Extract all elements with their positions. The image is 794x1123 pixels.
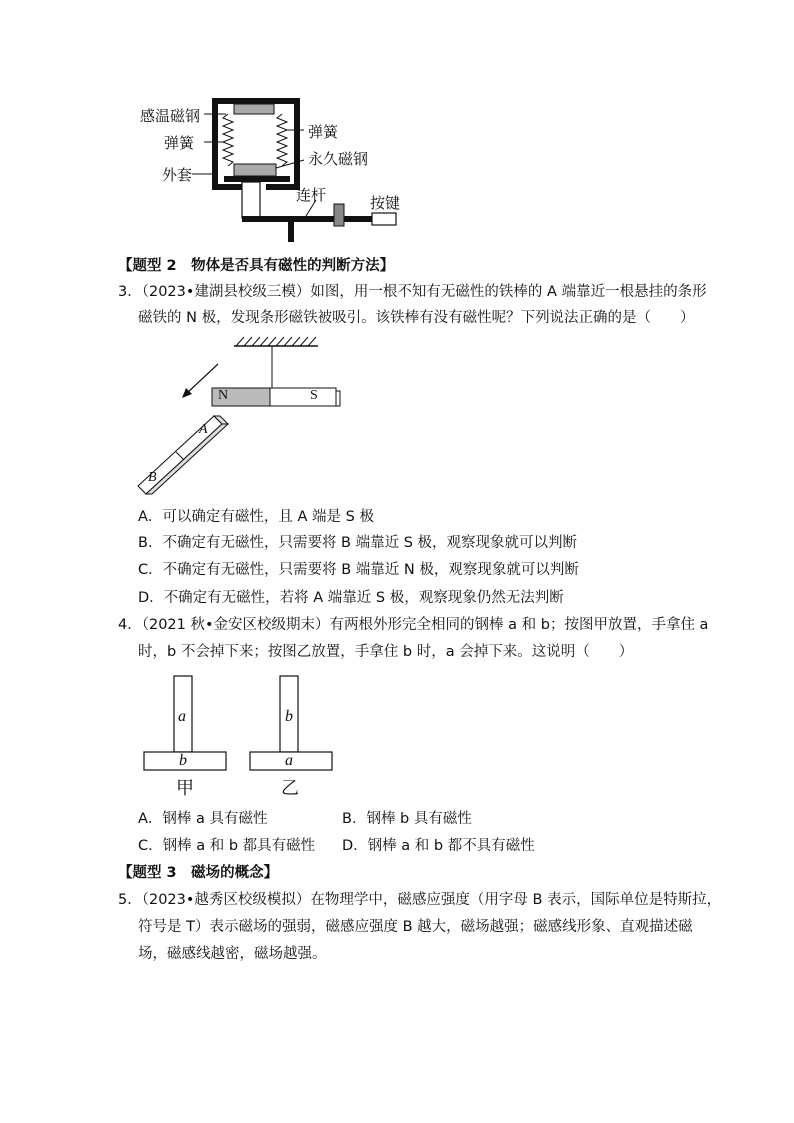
label-sleeve: 外套 — [162, 166, 193, 184]
label-spring-left: 弹簧 — [164, 134, 195, 152]
label-rod: 连杆 — [296, 186, 327, 204]
q4-line1: 4．（2021 秋•金安区校级期末）有两根外形完全相同的钢棒 a 和 b；按图甲放置，手拿住 a — [118, 617, 709, 633]
q4-yi-bottom-label: a — [285, 752, 293, 769]
q5-line3: 场，磁感线越密，磁场越强。 — [138, 946, 327, 962]
q4-jia-caption: 甲 — [176, 778, 194, 799]
q4-option-c: C．钢棒 a 和 b 都具有磁性 — [138, 838, 316, 854]
label-permanent-magnet: 永久磁钢 — [308, 150, 369, 168]
q4-jia-top-label: a — [178, 708, 186, 725]
q3-line1: 3．（2023•建湖县校级三模）如图，用一根不知有无磁性的铁棒的 A 端靠近一根悬挂的条形 — [118, 284, 707, 300]
q4-option-a: A．钢棒 a 具有磁性 — [138, 811, 268, 827]
section-title-3: 【题型 3 磁场的概念】 — [118, 865, 279, 881]
figure-q4-rods — [140, 672, 340, 802]
q3-pole-s: S — [310, 388, 318, 403]
label-spring-right: 弹簧 — [308, 123, 339, 141]
q3-option-a: A．可以确定有磁性，且 A 端是 S 极 — [138, 509, 374, 525]
label-thermo-magnet: 感温磁钢 — [140, 107, 201, 125]
q3-pole-n: N — [218, 388, 229, 403]
q3-magnet-diagram — [130, 332, 360, 502]
q4-line2: 时，b 不会掉下来；按图乙放置，手拿住 b 时，a 会掉下来。这说明（ ） — [138, 644, 634, 660]
section-title-2: 【题型 2 物体是否具有磁性的判断方法】 — [118, 258, 395, 274]
q4-rods-diagram — [140, 672, 340, 802]
q4-option-b: B．钢棒 b 具有磁性 — [342, 811, 472, 827]
q4-jia-bottom-label: b — [179, 752, 187, 769]
q4-yi-top-label: b — [285, 708, 293, 725]
q5-line2: 符号是 T）表示磁场的强弱，磁感应强度 B 越大，磁场越强；磁感线形象、直观描述磁 — [138, 919, 693, 935]
label-button: 按键 — [370, 194, 401, 212]
q3-option-b: B．不确定有无磁性，只需要将 B 端靠近 S 极，观察现象就可以判断 — [138, 535, 578, 551]
q3-end-a: A — [199, 422, 208, 437]
q3-option-c: C．不确定有无磁性，只需要将 B 端靠近 N 极，观察现象就可以判断 — [138, 562, 579, 578]
figure-q3-magnet — [130, 332, 360, 502]
q3-end-b: B — [148, 470, 157, 485]
q4-option-d: D．钢棒 a 和 b 都不具有磁性 — [342, 838, 535, 854]
q4-yi-caption: 乙 — [281, 778, 299, 799]
q5-line1: 5．（2023•越秀区校级模拟）在物理学中，磁感应强度（用字母 B 表示，国际单位是特斯拉， — [118, 892, 722, 908]
q3-line2: 磁铁的 N 极，发现条形磁铁被吸引。该铁棒有没有磁性呢？下列说法正确的是（ ） — [138, 310, 695, 326]
q3-option-d: D．不确定有无磁性，若将 A 端靠近 S 极，观察现象仍然无法判断 — [138, 590, 564, 606]
figure-thermo-switch — [120, 90, 420, 250]
